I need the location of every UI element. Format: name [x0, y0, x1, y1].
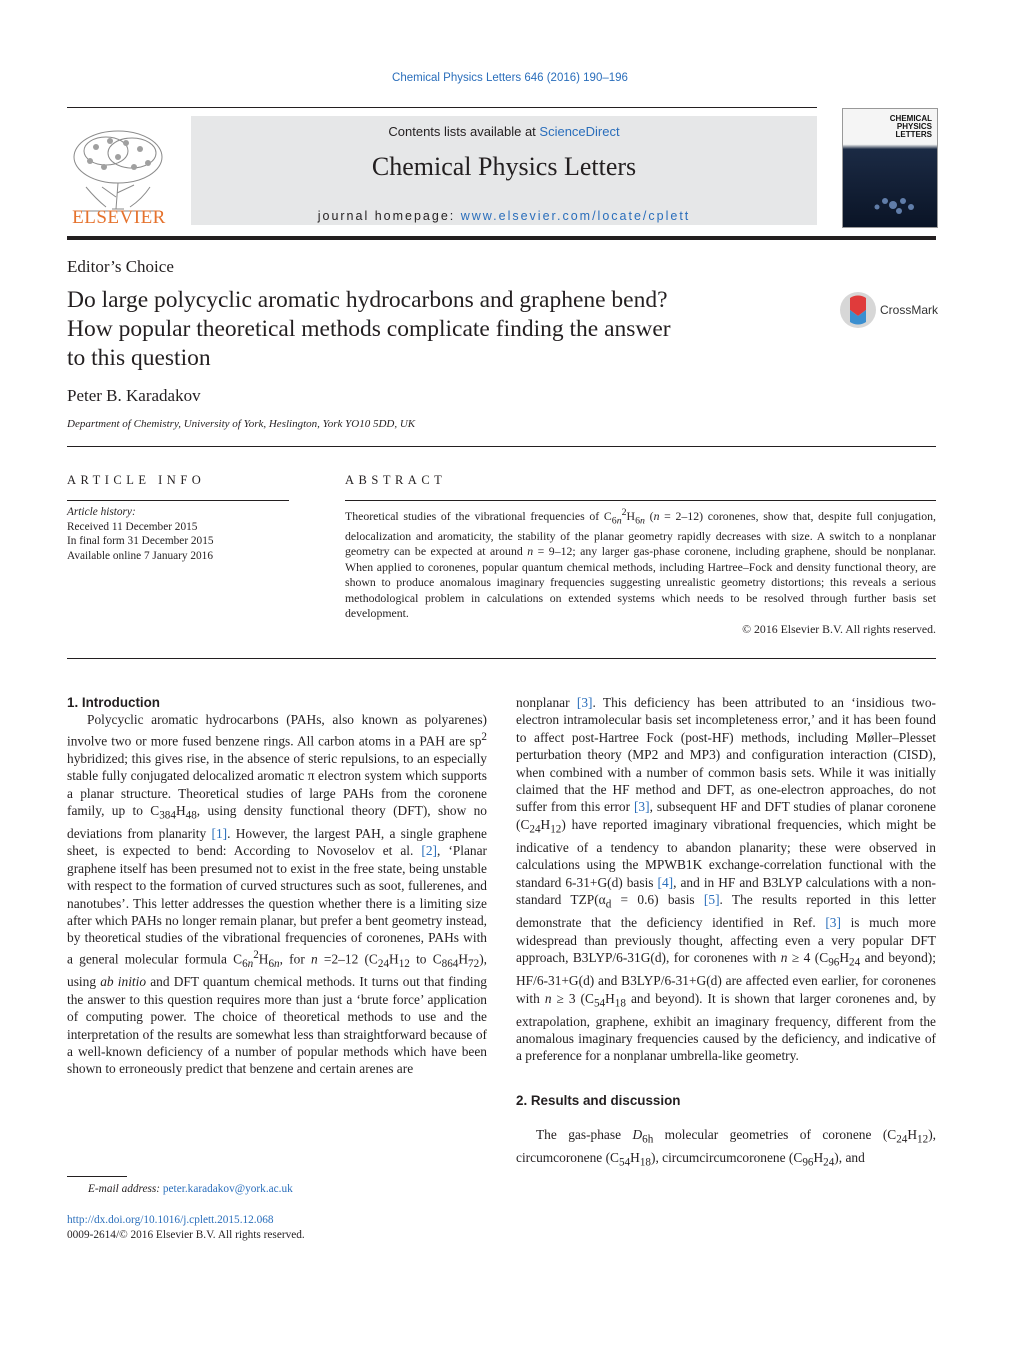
- citation-link[interactable]: [3]: [633, 799, 650, 815]
- article-category: Editor’s Choice: [67, 257, 174, 276]
- section-heading: 1. Introduction: [67, 695, 160, 710]
- footnote-rule: [67, 1176, 127, 1177]
- email-link[interactable]: peter.karadakov@york.ac.uk: [162, 1183, 293, 1195]
- sciencedirect-link[interactable]: ScienceDirect: [539, 124, 620, 139]
- citation-link[interactable]: [2]: [421, 843, 437, 859]
- author-name: Peter B. Karadakov: [67, 386, 201, 405]
- cover-molecule-image-icon: [843, 167, 937, 227]
- article-title: Do large polycyclic aromatic hydrocarbons and graphene bend? How popular theoretical methods complicate finding the answer to this question: [67, 287, 671, 371]
- body-paragraph: The gas-phase $D_{6h}$ molecular geometries of coronene $(C_{24}H_{12})$, circumcoronene $(C_{54}H_{18})$, circumcircumcoronene $(C_{96}H_{24})$, and: [516, 1127, 937, 1169]
- article-info-label: ARTICLE INFO: [67, 473, 206, 487]
- doi-link[interactable]: http://dx.doi.org/10.1016/j.cplett.2015.12.068: [67, 1214, 274, 1226]
- doi-block: [67, 1213, 305, 1243]
- body-paragraph: nonplanar [3]. This deficiency has been attributed to an ‘insidious two-electron intramolecular basis set incompleteness error,’ and it has been found to affect post-Hartree Fock (post-HF) methods, including Møller–Plesset perturbation theory (MP2 and MP3) and configuration interaction (CISD), when combined with a number of common basis sets. While it was initially claimed that the HF method and DFT, as one-electron approaches, do not suffer from this error [3], subsequent HF and DFT studies of planar coronene $(C_{24}H_{12})$ have reported imaginary vibrational frequencies, which might be indicative of a tendency to abandon planarity; these were observed in calculations using the MPWB1K exchange-correlation functional with the standard 6-31+G(d) basis [4], and in HF and B3LYP calculations with a non-standard $TZP(\alpha_d = 0.6)$ basis [5]. The results reported in this letter demonstrate that the deficiency identified in Ref. [3] is much more widespread than previously thought, affecting even a very popular DFT approach, B3LYP/6-31G(d), for coronenes with n ≥ 4 ($C_{96}H_{24}$ and beyond); HF/6-31+G(d) and B3LYP/6-31+G(d) are affected even earlier, for coronenes with n ≥ 3 ($C_{54}H_{18}$ and beyond). It is shown that larger coronenes and, by extrapolation, graphene, exhibit an imaginary frequency, different from the anomalous imaginary frequencies caused by the deficiency, and indicative of a preference for a nonplanar umbrella-like geometry.: [516, 695, 936, 1064]
- citation-link[interactable]: [4]: [657, 874, 674, 890]
- cover-title: CHEMICAL PHYSICS LETTERS: [889, 114, 932, 139]
- citation-link[interactable]: [3]: [576, 695, 593, 710]
- citation-link[interactable]: [3]: [825, 915, 841, 931]
- contents-line: Contents lists available at ScienceDirect: [388, 124, 620, 139]
- journal-cover-thumbnail[interactable]: [842, 108, 938, 228]
- citation-link[interactable]: [5]: [703, 892, 720, 908]
- body-right-column: [516, 694, 936, 1172]
- corresponding-email: E-mail address: peter.karadakov@york.ac.uk: [88, 1183, 293, 1195]
- article-history: Article history: Received 11 December 2015 In final form 31 December 2015 Available online 7 January 2016: [67, 506, 214, 562]
- section-rule: [67, 446, 936, 447]
- homepage-link[interactable]: www.elsevier.com/locate/cplett: [460, 209, 691, 223]
- crossmark-label[interactable]: CrossMark: [880, 303, 939, 317]
- article-info-rule: [67, 500, 289, 501]
- section-rule: [67, 658, 936, 659]
- abstract-rule: [345, 500, 936, 501]
- section-heading: 2. Results and discussion: [516, 1092, 681, 1108]
- header-top-rule: [67, 107, 817, 108]
- journal-title: Chemical Physics Letters: [371, 152, 637, 181]
- abstract-text: Theoretical studies of the vibrational frequencies of $C_{6n}^2H_{6n}$ (n = 2–12) coronenes, show that, despite full conjugation, delocalization and aromaticity, the stability of the planar geometry rapidly decreases with size. A switch to a nonplanar geometry can be expected at around n = 9–12; any larger gas-phase coronene, including graphene, should be nonplanar. When applied to coronenes, popular quantum chemical methods, including Hartree–Fock and density functional theory, are shown to produce anomalous imaginary frequencies suggesting unrealistic geometry distortions; this reveals a serious methodological problem in calculations on extended systems which needs to be resolved through further basis set development. © 2016 Elsevier B.V. All rights reserved.: [345, 507, 936, 636]
- body-left-column: [67, 694, 487, 1078]
- journal-reference[interactable]: Chemical Physics Letters 646 (2016) 190–196: [392, 72, 628, 84]
- journal-banner: [191, 116, 817, 225]
- abstract-label: ABSTRACT: [345, 473, 447, 487]
- journal-homepage: journal homepage: www.elsevier.com/locate/cplett: [317, 209, 691, 223]
- body-paragraph: Polycyclic aromatic hydrocarbons (PAHs, also known as polyarenes) involve two or more fused benzene rings. All carbon atoms in a PAH are $sp^2$ hybridized; this gives rise, in the absence of steric repulsions, to an especially stable fully conjugated delocalized aromatic π electron system which supports a planar structure. Theoretical studies of large PAHs from the coronene family, up to $C_{384}H_{48}$, using density functional theory (DFT), show no deviations from planarity [1]. However, the largest PAH, a single graphene sheet, is expected to bend: According to Novoselov et al. [2], ‘Planar graphene itself has been presumed not to exist in the free state, being unstable with respect to the formation of curved structures such as soot, fullerenes, and nanotubes’. This letter addresses the question whether there is a limiting size after which PAHs no longer remain planar, but prefer a bent geometry instead, by theoretical studies of the vibrational frequencies of coronenes, PAHs with a general molecular formula $C_{6n}^2H_{6n}$, for n =2–12 ($C_{24}H_{12}$ to $C_{864}H_{72}$), using ab initio and DFT quantum chemical methods. It turns out that finding the answer to this question requires more than just a ‘brute force’ application of computing power. The choice of theoretical methods to use and the interpretation of the results are somewhat less than straightforward because of a well-known deficiency of a number of popular methods which have been shown to erroneously predict that benzene and certain arenes are: [67, 712, 488, 1077]
- elsevier-wordmark: ELSEVIER: [72, 207, 166, 228]
- header-thick-rule: [67, 236, 936, 240]
- abstract-copyright: © 2016 Elsevier B.V. All rights reserved.: [742, 621, 936, 636]
- issn-copyright: 0009-2614/© 2016 Elsevier B.V. All rights reserved.: [67, 1229, 305, 1241]
- author-affiliation: Department of Chemistry, University of York, Heslington, York YO10 5DD, UK: [67, 418, 416, 430]
- citation-link[interactable]: [1]: [211, 825, 228, 841]
